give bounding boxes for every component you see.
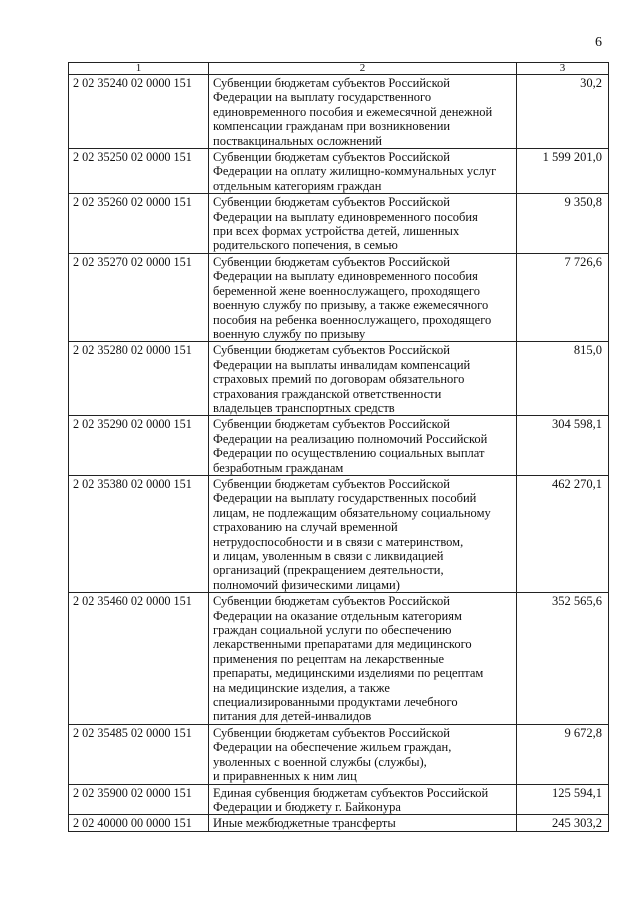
description-cell xyxy=(209,253,517,341)
description-line: Федерации на выплату единовременного пособия xyxy=(213,269,478,284)
description-line: Субвенции бюджетам субъектов Российской xyxy=(213,150,450,165)
table-row xyxy=(69,194,609,254)
table-row xyxy=(69,784,609,815)
description-line: компенсации гражданам при возникновении xyxy=(213,119,451,134)
description-line: питания для детей-инвалидов xyxy=(213,709,372,724)
description-line: беременной жене военнослужащего, проходящего xyxy=(213,283,480,298)
description-line: страхования гражданской ответственности xyxy=(213,386,442,401)
description-cell xyxy=(209,149,517,194)
description-line: Субвенции бюджетам субъектов Российской xyxy=(213,254,450,269)
description-cell xyxy=(209,724,517,784)
budget-code-cell: 2 02 35900 02 0000 151 xyxy=(69,784,209,815)
description-line: Федерации на реализацию полномочий Российской xyxy=(213,431,488,446)
description-line: организаций (прекращением деятельности, xyxy=(213,563,444,578)
description-line: Субвенции бюджетам субъектов Российской xyxy=(213,76,450,90)
description-line: Иные межбюджетные трансферты xyxy=(213,816,396,831)
description-line: лекарственными препаратами для медицинского xyxy=(213,637,472,652)
description-line: уволенных с военной службы (службы), xyxy=(213,754,427,769)
table-row xyxy=(69,75,609,149)
description-line: военную службу по призыву, а также ежемесячного xyxy=(213,298,489,313)
table-row xyxy=(69,815,609,831)
description-line: при всех формах устройства детей, лишенных xyxy=(213,224,460,239)
description-line: Федерации на выплату государственного xyxy=(213,90,432,105)
budget-code-cell: 2 02 35260 02 0000 151 xyxy=(69,194,209,254)
description-cell xyxy=(209,75,517,149)
description-cell xyxy=(209,194,517,254)
budget-code-cell: 2 02 35485 02 0000 151 xyxy=(69,724,209,784)
description-cell xyxy=(209,416,517,476)
description-line: Субвенции бюджетам субъектов Российской xyxy=(213,343,450,358)
description-line: применения по рецептам на лекарственные xyxy=(213,651,445,666)
table-row xyxy=(69,253,609,341)
description-line: Федерации и бюджету г. Байконура xyxy=(213,799,401,814)
budget-code-cell: 2 02 35270 02 0000 151 xyxy=(69,253,209,341)
description-line: Федерации на оказание отдельным категориям xyxy=(213,608,462,623)
description-line: единовременного пособия и ежемесячной денежной xyxy=(213,104,493,119)
budget-table xyxy=(68,62,609,832)
description-line: страхованию на случай временной xyxy=(213,520,398,535)
description-line: Федерации на выплаты инвалидам компенсаций xyxy=(213,357,471,372)
amount-cell: 815,0 xyxy=(517,342,609,416)
description-line: Федерации на оплату жилищно-коммунальных услуг xyxy=(213,164,497,179)
budget-code-cell: 2 02 40000 00 0000 151 xyxy=(69,815,209,831)
amount-cell: 125 594,1 xyxy=(517,784,609,815)
description-cell xyxy=(209,815,517,831)
description-line: Субвенции бюджетам субъектов Российской xyxy=(213,476,450,491)
description-line: препараты, медицинскими изделиями по рецептам xyxy=(213,666,484,681)
description-line: страховых премий по договорам обязательного xyxy=(213,372,465,387)
description-line: и лицам, уволенным в связи с ликвидацией xyxy=(213,549,444,563)
description-line: на медицинские изделия, а также xyxy=(213,680,390,695)
description-line: поствакцинальных осложнений xyxy=(213,133,382,148)
description-line: специализированными продуктами лечебного xyxy=(213,695,458,710)
description-line: безработным гражданам xyxy=(213,460,344,475)
table-row xyxy=(69,475,609,592)
amount-cell: 304 598,1 xyxy=(517,416,609,476)
amount-cell: 462 270,1 xyxy=(517,475,609,592)
budget-table-container xyxy=(68,62,608,832)
page-number: 6 xyxy=(595,35,602,50)
description-line: Федерации на выплату государственных пособий xyxy=(213,491,477,506)
column-header-amount: 3 xyxy=(517,63,609,75)
table-row xyxy=(69,416,609,476)
description-line: полномочий физическими лицами) xyxy=(213,577,400,592)
amount-cell: 9 350,8 xyxy=(517,194,609,254)
table-row xyxy=(69,593,609,725)
description-line: Субвенции бюджетам субъектов Российской xyxy=(213,195,450,210)
description-cell xyxy=(209,784,517,815)
table-row xyxy=(69,724,609,784)
description-line: и приравненных к ним лиц xyxy=(213,769,357,784)
description-line: Субвенции бюджетам субъектов Российской xyxy=(213,417,450,432)
amount-cell: 30,2 xyxy=(517,75,609,149)
description-line: нетрудоспособности и в связи с материнством, xyxy=(213,534,464,549)
description-line: пособия на ребенка военнослужащего, проходящего xyxy=(213,312,492,327)
table-row xyxy=(69,342,609,416)
column-header-name: 2 xyxy=(209,63,517,75)
description-line: отдельным категориям граждан xyxy=(213,178,382,193)
description-line: Единая субвенция бюджетам субъектов Российской xyxy=(213,785,489,800)
description-cell xyxy=(209,593,517,725)
description-line: граждан социальной услуги по обеспечению xyxy=(213,623,452,638)
amount-cell: 1 599 201,0 xyxy=(517,149,609,194)
description-line: военную службу по призыву xyxy=(213,326,366,341)
budget-code-cell: 2 02 35240 02 0000 151 xyxy=(69,75,209,149)
amount-cell: 7 726,6 xyxy=(517,253,609,341)
table-row xyxy=(69,149,609,194)
description-line: Федерации на обеспечение жильем граждан, xyxy=(213,740,452,755)
description-line: Субвенции бюджетам субъектов Российской xyxy=(213,594,450,609)
description-line: родительского попечения, в семью xyxy=(213,238,398,253)
description-line: Федерации на выплату единовременного пособия xyxy=(213,209,478,224)
description-line: лицам, не подлежащим обязательному социальному xyxy=(213,505,491,520)
description-line: владельцев транспортных средств xyxy=(213,400,395,415)
amount-cell: 245 303,2 xyxy=(517,815,609,831)
budget-code-cell: 2 02 35380 02 0000 151 xyxy=(69,475,209,592)
amount-cell: 9 672,8 xyxy=(517,724,609,784)
description-cell xyxy=(209,475,517,592)
column-header-code: 1 xyxy=(69,63,209,75)
table-body xyxy=(69,75,609,832)
budget-code-cell: 2 02 35290 02 0000 151 xyxy=(69,416,209,476)
budget-code-cell: 2 02 35460 02 0000 151 xyxy=(69,593,209,725)
description-line: Федерации по осуществлению социальных выплат xyxy=(213,446,485,461)
table-header-row xyxy=(69,63,609,75)
amount-cell: 352 565,6 xyxy=(517,593,609,725)
budget-code-cell: 2 02 35250 02 0000 151 xyxy=(69,149,209,194)
budget-code-cell: 2 02 35280 02 0000 151 xyxy=(69,342,209,416)
description-cell xyxy=(209,342,517,416)
description-line: Субвенции бюджетам субъектов Российской xyxy=(213,725,450,740)
